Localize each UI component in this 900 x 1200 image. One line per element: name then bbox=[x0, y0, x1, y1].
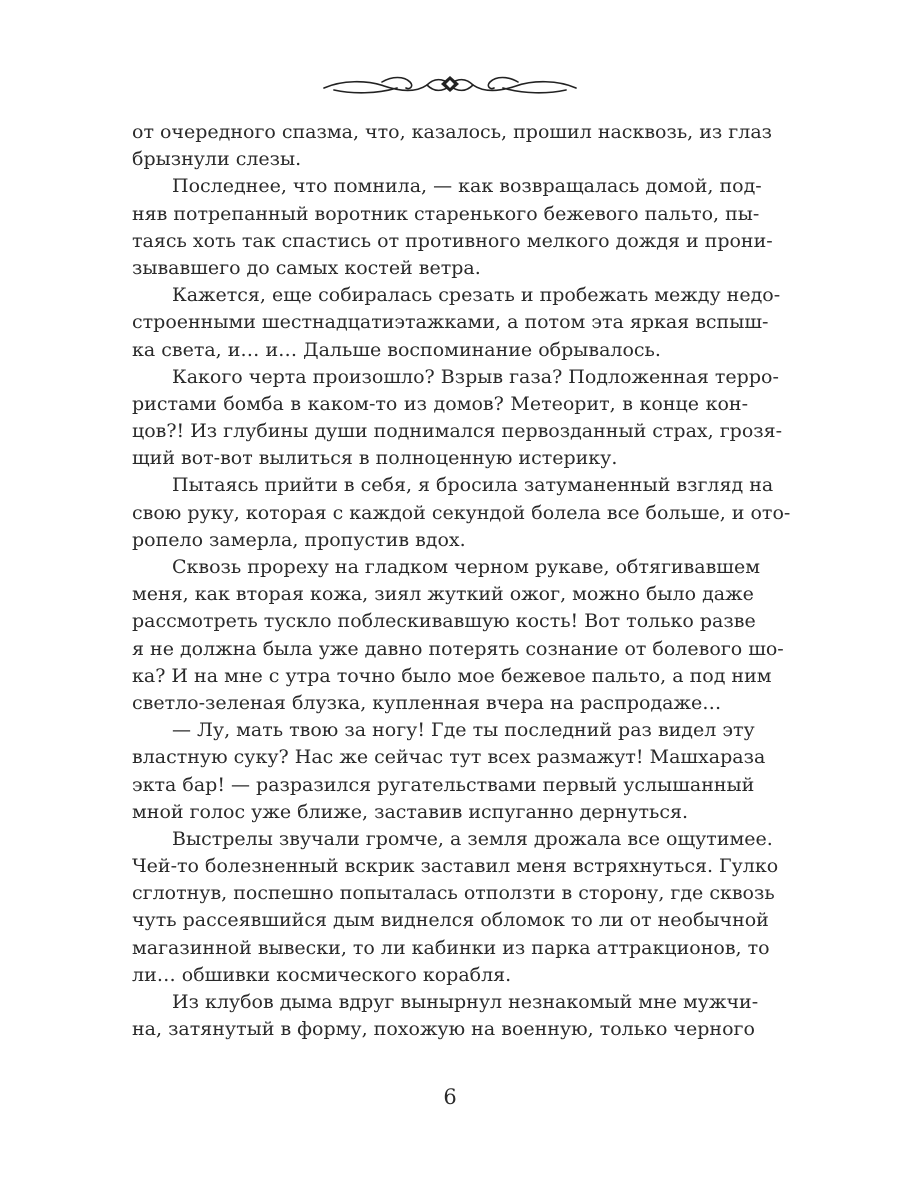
text-line: меня, как вторая кожа, зиял жуткий ожог, можно было даже bbox=[132, 583, 754, 606]
text-line: щий вот-вот вылиться в полноценную истерику. bbox=[132, 447, 618, 470]
text-line: зывавшего до самых костей ветра. bbox=[132, 256, 481, 279]
text-line: Какого черта произошло? Взрыв газа? Подложенная терро- bbox=[172, 365, 779, 388]
text-line: Чей-то болезненный вскрик заставил меня встряхнуться. Гулко bbox=[132, 855, 779, 878]
text-line: ли… обшивки космического корабля. bbox=[132, 963, 512, 986]
text-line: Последнее, что помнила, — как возвращалась домой, под- bbox=[172, 175, 762, 198]
text-line: чуть рассеявшийся дым виднелся обломок то ли от необычной bbox=[132, 909, 769, 932]
text-line: Выстрелы звучали громче, а земля дрожала все ощутимее. bbox=[172, 827, 773, 850]
text-line: магазинной вывески, то ли кабинки из парка аттракционов, то bbox=[132, 936, 770, 959]
text-line: — Лу, мать твою за ногу! Где ты последний раз видел эту bbox=[172, 719, 755, 742]
body-text bbox=[132, 119, 791, 1043]
text-line: таясь хоть так спастись от противного мелкого дождя и прони- bbox=[132, 229, 773, 252]
text-line: мной голос уже ближе, заставив испуганно дернуться. bbox=[132, 800, 689, 823]
text-line: свою руку, которая с каждой секундой болела все больше, и ото- bbox=[132, 501, 791, 524]
text-line: ка света, и… и… Дальше воспоминание обрывалось. bbox=[132, 338, 661, 361]
text-line: я не должна была уже давно потерять сознание от болевого шо- bbox=[132, 637, 784, 660]
text-line: ристами бомба в каком-то из домов? Метеорит, в конце кон- bbox=[132, 392, 748, 415]
text-line: на, затянутый в форму, похожую на военную, только черного bbox=[132, 1018, 755, 1041]
page-number: 6 bbox=[443, 1085, 457, 1109]
text-line: светло-зеленая блузка, купленная вчера на распродаже… bbox=[132, 691, 722, 714]
text-line: брызнули слезы. bbox=[132, 148, 302, 171]
text-line: няв потрепанный воротник старенького бежевого пальто, пы- bbox=[132, 202, 760, 225]
text-line: Кажется, еще собиралась срезать и пробежать между недо- bbox=[172, 284, 781, 307]
text-line: цов?! Из глубины души поднимался первозданный страх, грозя- bbox=[132, 420, 783, 443]
text-line: ропело замерла, пропустив вдох. bbox=[132, 528, 466, 551]
text-line: ка? И на мне с утра точно было мое бежевое пальто, а под ним bbox=[132, 664, 772, 687]
text-line: Пытаясь прийти в себя, я бросила затуманенный взгляд на bbox=[172, 474, 774, 497]
text-line: строенными шестнадцатиэтажками, а потом эта яркая вспыш- bbox=[132, 311, 769, 334]
decorative-flourish-ornament bbox=[322, 70, 578, 100]
text-line: рассмотреть тускло поблескивавшую кость! Вот только разве bbox=[132, 610, 756, 633]
text-line: от очередного спазма, что, казалось, прошил насквозь, из глаз bbox=[132, 121, 773, 143]
text-line: Из клубов дыма вдруг вынырнул незнакомый мне мужчи- bbox=[172, 991, 759, 1013]
text-line: экта бар! — разразился ругательствами первый услышанный bbox=[132, 773, 755, 796]
text-line: властную суку? Нас же сейчас тут всех размажут! Машхараза bbox=[132, 746, 766, 769]
text-line: Сквозь прореху на гладком черном рукаве, обтягивавшем bbox=[172, 556, 760, 578]
text-line: сглотнув, поспешно попыталась отползти в сторону, где сквозь bbox=[132, 882, 775, 905]
